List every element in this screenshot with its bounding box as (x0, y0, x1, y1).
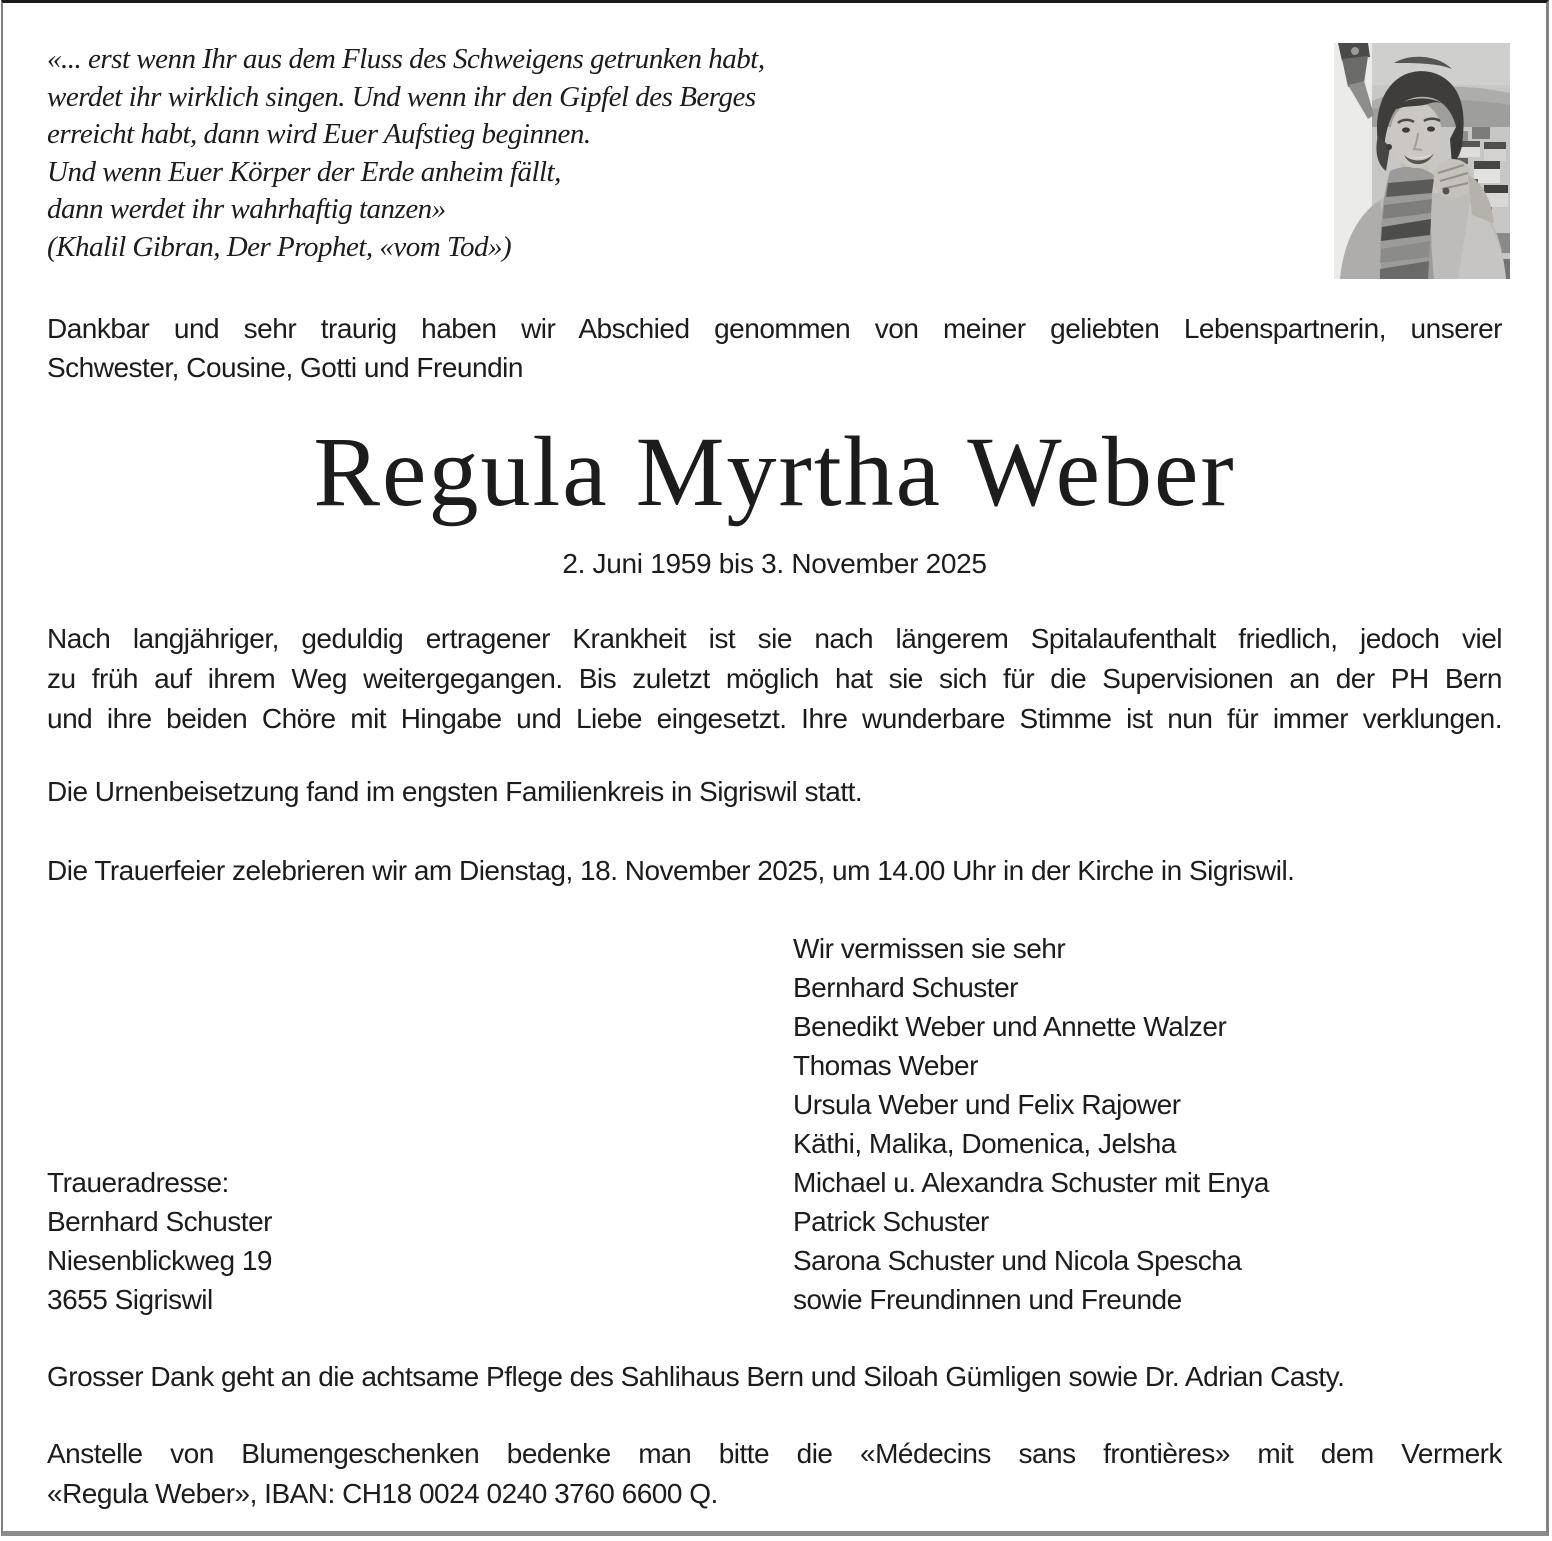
mourner-name: Patrick Schuster (793, 1206, 989, 1237)
obituary-line: und ihre beiden Chöre mit Hingabe und Liebe eingesetzt. Ihre wunderbare Stimme ist nun für immer verklungen. (47, 703, 1502, 734)
mourner-name: sowie Freundinnen und Freunde (793, 1284, 1182, 1315)
burial-notice: Die Urnenbeisetzung fand im engsten Familienkreis in Sigriswil statt. (47, 776, 863, 807)
donation-line: «Regula Weber», IBAN: CH18 0024 0240 3760 6600 Q. (47, 1478, 718, 1509)
mourner-name: Michael u. Alexandra Schuster mit Enya (793, 1167, 1269, 1198)
mourner-name: Ursula Weber und Felix Rajower (793, 1089, 1181, 1120)
address-line: Bernhard Schuster (47, 1206, 272, 1237)
address-line: Niesenblickweg 19 (47, 1245, 272, 1276)
address-label: Traueradresse: (47, 1167, 229, 1198)
mourner-name: Käthi, Malika, Domenica, Jelsha (793, 1128, 1176, 1159)
intro-line: Schwester, Cousine, Gotti und Freundin (47, 352, 523, 383)
quote-attribution: (Khalil Gibran, Der Prophet, «vom Tod») (47, 230, 512, 263)
mourners-lead: Wir vermissen sie sehr (793, 933, 1066, 964)
quote-line: «... erst wenn Ihr aus dem Fluss des Schweigens getrunken habt, (47, 43, 765, 75)
donation-line: Anstelle von Blumengeschenken bedenke man bitte die «Médecins sans frontières» mit dem Vermerk (47, 1438, 1502, 1469)
mourners-list (793, 929, 1269, 1319)
quote-line: Und wenn Euer Körper der Erde anheim fällt, (47, 155, 561, 188)
page-frame (1, 0, 1549, 1536)
intro-line: Dankbar und sehr traurig haben wir Abschied genommen von meiner geliebten Lebenspartnerin, unserer (47, 313, 1502, 344)
quote-line: werdet ihr wirklich singen. Und wenn ihr den Gipfel des Berges (47, 80, 756, 113)
obituary-paragraph (47, 619, 1502, 739)
deceased-name: Regula Myrtha Weber (313, 416, 1236, 527)
mourner-name: Sarona Schuster und Nicola Spescha (793, 1245, 1242, 1276)
intro-paragraph (47, 309, 1502, 387)
mourner-name: Bernhard Schuster (793, 972, 1018, 1003)
quote-block (47, 41, 947, 266)
mourner-name: Benedikt Weber und Annette Walzer (793, 1011, 1227, 1042)
quote-line: erreicht habt, dann wird Euer Aufstieg beginnen. (47, 118, 591, 150)
address-line: 3655 Sigriswil (47, 1284, 213, 1315)
obituary-line: zu früh auf ihrem Weg weitergegangen. Bis zuletzt möglich hat sie sich für die Supervisionen an der PH Bern (47, 663, 1502, 694)
portrait-photo (1334, 43, 1510, 279)
life-dates: 2. Juni 1959 bis 3. November 2025 (562, 548, 987, 579)
service-notice: Die Trauerfeier zelebrieren wir am Dienstag, 18. November 2025, um 14.00 Uhr in der Kirche in Sigriswil. (47, 855, 1295, 886)
mourner-name: Thomas Weber (793, 1050, 978, 1081)
obituary-line: Nach langjähriger, geduldig ertragener Krankheit ist sie nach längerem Spitalaufenthalt friedlich, jedoch viel (47, 623, 1502, 654)
mourning-address (47, 1163, 272, 1319)
quote-line: dann werdet ihr wahrhaftig tanzen» (47, 193, 446, 225)
donation-note (47, 1434, 1502, 1514)
thanks-note: Grosser Dank geht an die achtsame Pflege des Sahlihaus Bern und Siloah Gümligen sowie Dr. Adrian Casty. (47, 1361, 1345, 1392)
obituary-notice (47, 3, 1502, 1531)
